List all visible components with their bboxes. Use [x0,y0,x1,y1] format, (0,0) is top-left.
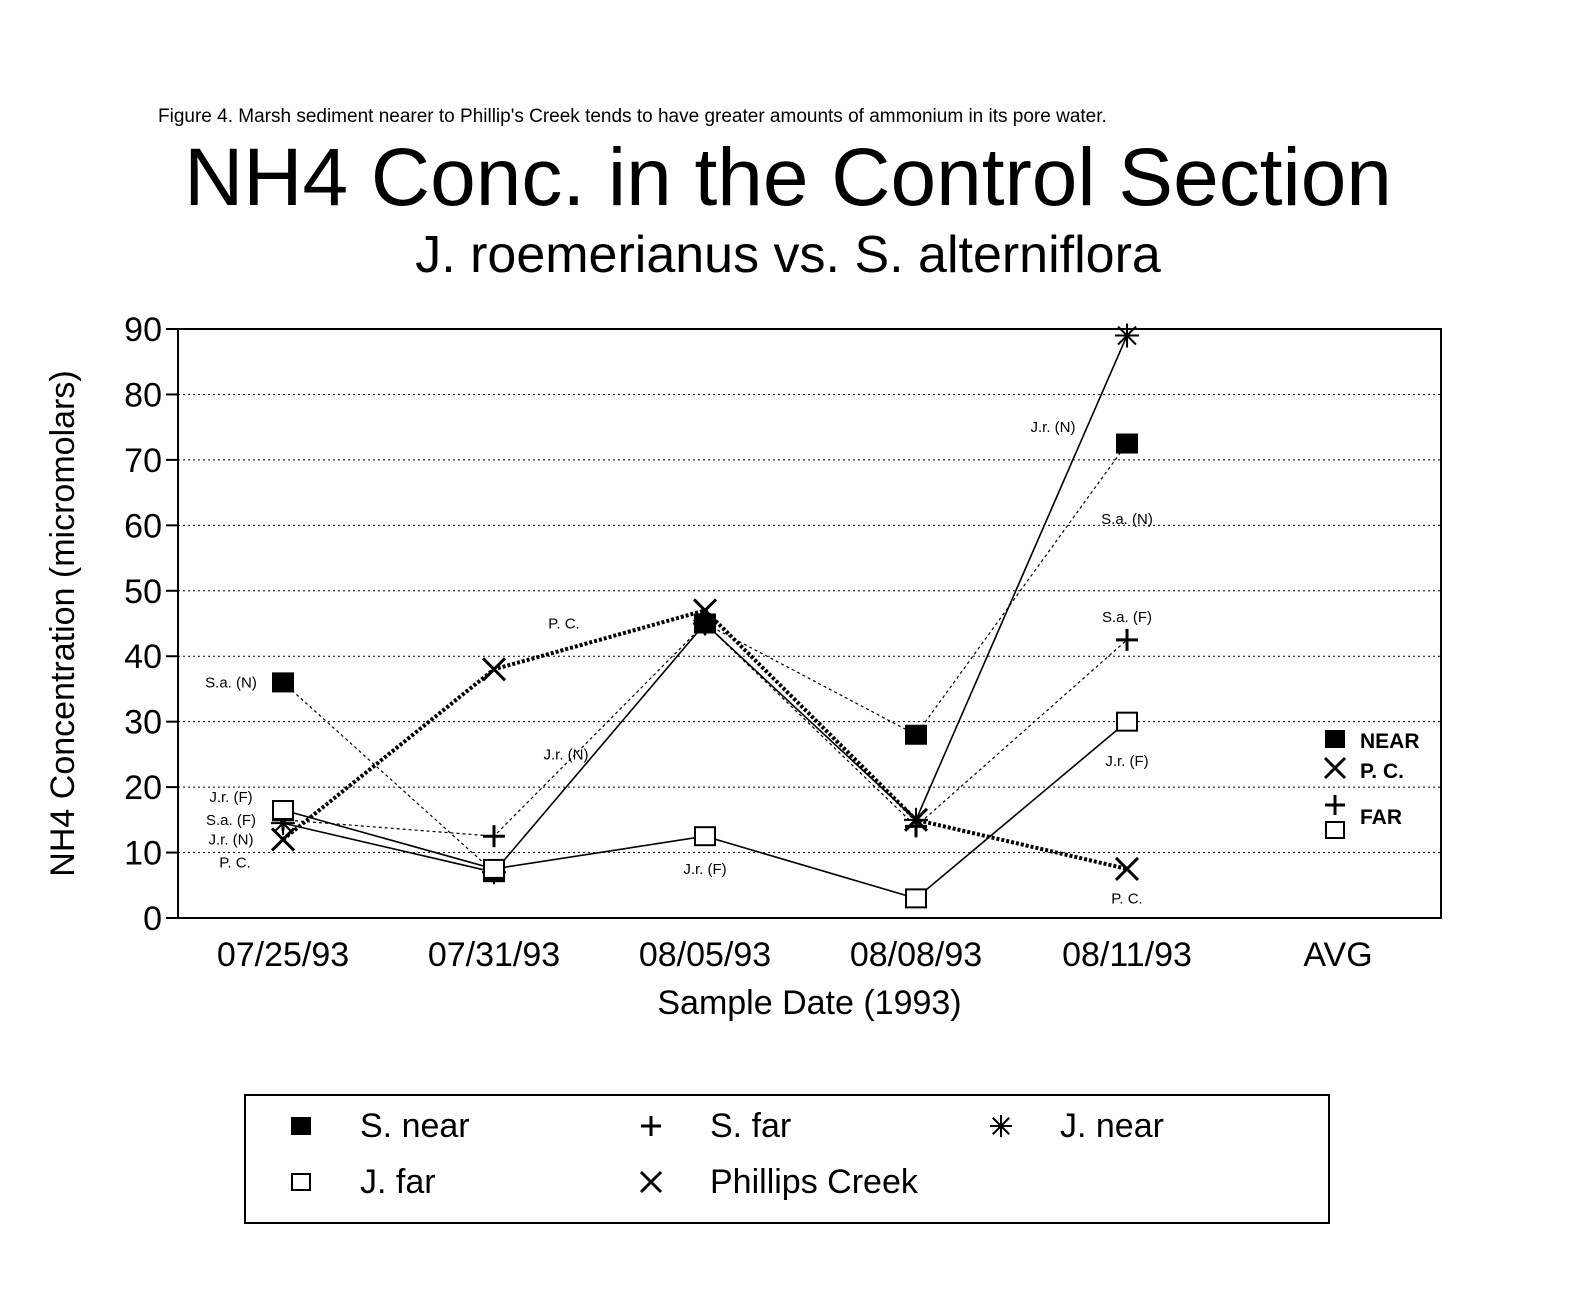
y-tick-label: 50 [124,572,162,611]
legend-item-j-near [986,1106,1164,1146]
annotation-label: J.r. (N) [1030,419,1076,437]
y-tick-label: 40 [124,638,162,677]
series-line-j-near [283,336,1127,873]
legend-label: J. far [360,1162,436,1201]
annotation-label: P. C. [219,854,251,872]
annotation-label: P. C. [548,615,580,633]
side-legend-marker [1326,822,1344,838]
data-point-phillips-creek [483,658,505,680]
y-axis-ticks [124,311,178,938]
annotation-label: S.a. (F) [205,811,257,829]
annotation-label: S.a. (N) [1101,510,1153,528]
x-tick-label: 07/31/93 [427,936,561,974]
side-legend-marker [1325,730,1345,748]
annotation-label: J.r. (N) [208,831,254,849]
data-point-s-far [1116,629,1138,651]
data-point-s-near [272,672,294,692]
data-point-j-far [906,889,926,907]
y-tick-label: 70 [124,441,162,480]
data-point-j-near [1115,324,1139,348]
legend-item-s-far [636,1106,791,1146]
legend-item-j-far [286,1162,436,1202]
legend-label: J. near [1060,1106,1164,1145]
x-axis-title: Sample Date (1993) [657,984,962,1022]
data-point-j-far [695,827,715,845]
chart-subtitle: J. roemerianus vs. S. alterniflora [415,226,1161,284]
annotation-label: J.r. (F) [683,860,727,878]
data-point-j-far [484,860,504,878]
x-tick-label: 08/05/93 [638,936,772,974]
y-tick-label: 90 [124,311,162,349]
annotation-label: J.r. (F) [209,788,253,806]
side-legend-label: P. C. [1360,760,1404,783]
y-axis-title: NH4 Concentration (micromolars) [44,370,82,877]
annotation-label: S.a. (F) [1101,608,1153,626]
annotation-label: J.r. (F) [1105,752,1149,770]
data-point-s-near [1116,434,1138,454]
series-line-s-near [283,444,1127,873]
plot-frame [178,329,1441,918]
y-tick-label: 0 [143,900,162,938]
side-legend-label: FAR [1360,806,1402,829]
legend-item-phillips-creek [636,1162,918,1202]
x-tick-label: 08/11/93 [1062,936,1192,974]
grid-lines [178,394,1441,852]
annotation-label: J.r. (N) [543,746,589,764]
series-line-s-far [283,624,1127,837]
data-point-j-near [693,612,717,636]
x-tick-label: 07/25/93 [216,936,350,974]
data-point-j-far [273,801,293,819]
filled-square-icon [286,1111,316,1141]
x-tick-label: AVG [1303,936,1373,974]
annotation-label: S.a. (N) [205,674,257,692]
figure-caption: Figure 4. Marsh sediment nearer to Phillip's Creek tends to have greater amounts of ammonium in its pore water. [158,106,1107,127]
y-tick-label: 80 [124,376,162,415]
y-tick-label: 30 [124,703,162,742]
side-legend-marker [1325,758,1345,778]
side-legend-marker [1325,795,1345,815]
plus-icon [636,1111,666,1141]
legend [244,1094,1330,1224]
legend-item-s-near [286,1106,470,1146]
y-tick-label: 20 [124,769,162,808]
y-tick-label: 10 [124,834,162,873]
asterisk-icon [986,1111,1016,1141]
x-mark-icon [636,1167,666,1197]
data-point-s-near [905,725,927,745]
legend-label: Phillips Creek [710,1162,918,1201]
annotation-label: P. C. [1111,890,1143,908]
legend-label: S. near [360,1106,470,1145]
x-axis-labels [217,936,1373,974]
annotations [205,419,1153,907]
chart-title: NH4 Conc. in the Control Section [184,132,1392,223]
legend-label: S. far [710,1106,792,1145]
side-legend [1325,730,1420,838]
open-square-icon [286,1167,316,1197]
side-legend-label: NEAR [1360,730,1420,753]
data-point-j-far [1117,713,1137,731]
y-tick-label: 60 [124,507,162,546]
x-tick-label: 08/08/93 [849,936,983,974]
